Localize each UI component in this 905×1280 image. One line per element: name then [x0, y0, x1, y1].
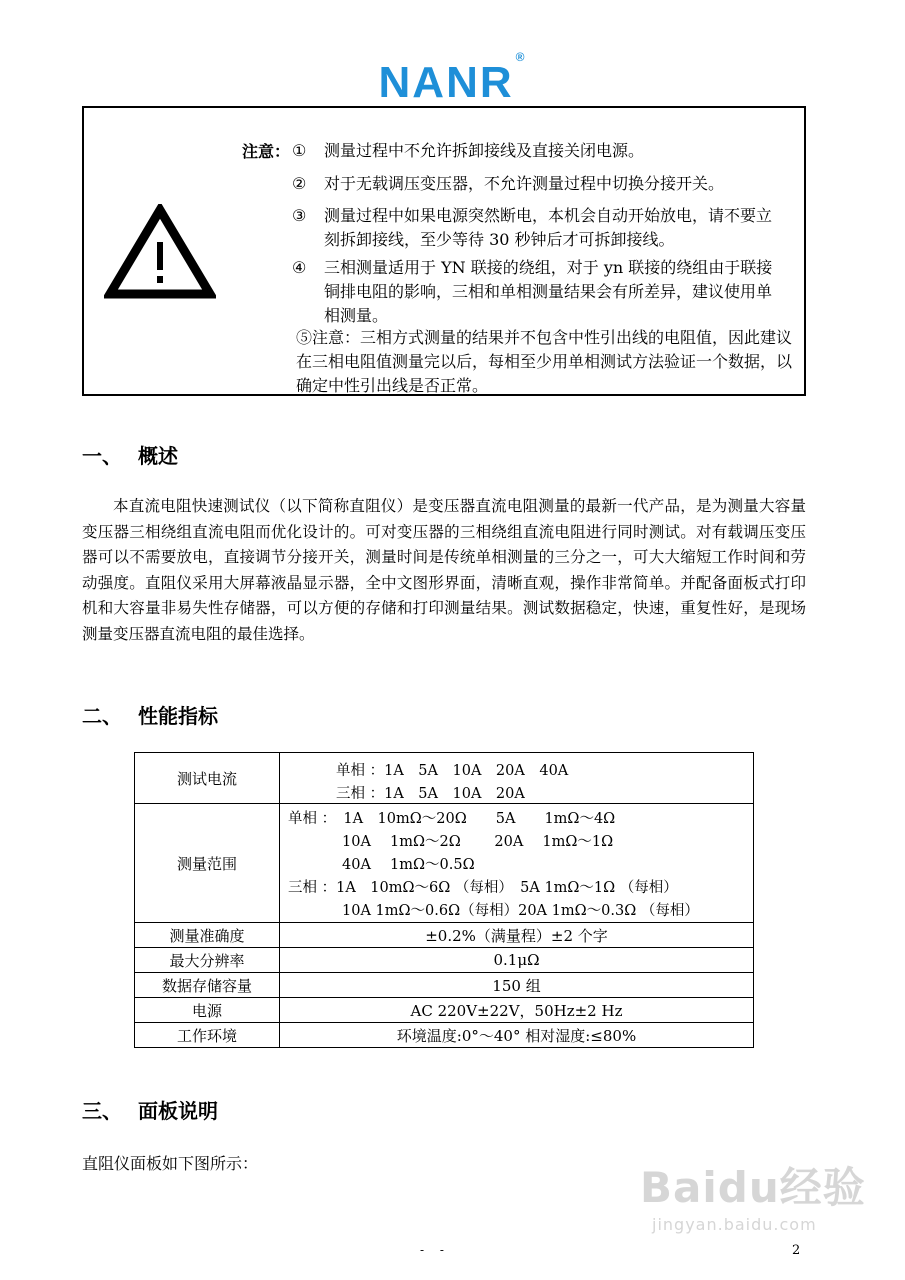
spec-label: 数据存储容量 [135, 973, 280, 998]
notice-label: 注意： [242, 142, 291, 161]
notice-num: ④ [292, 258, 307, 277]
spec-line: 10A 1mΩ～2Ω 20A 1mΩ～1Ω [342, 834, 614, 850]
notice-text: 三相方式测量的结果并不包含中性引出线的电阻值，因此建议在三相电阻值测量完以后，每相至少用单相测试方法验证一个数据，以确定中性引出线是否正常。 [296, 328, 793, 395]
notice-item-1 [292, 139, 802, 163]
notice-text: 测量过程中不允许拆卸接线及直接关闭电源。 [324, 141, 645, 160]
notice-text: 三相测量适用于 YN 联接的绕组，对于 yn 联接的绕组由于联接铜排电阻的影响，三相和单相测量结果会有所差异，建议使用单相测量。 [324, 258, 773, 325]
notice-num: ⑤注意： [296, 328, 361, 347]
baidu-watermark [640, 1155, 866, 1234]
table-row [135, 998, 754, 1023]
panel-intro: 直阻仪面板如下图所示： [82, 1154, 259, 1173]
notice-num: ② [292, 174, 307, 193]
spec-label: 测量准确度 [135, 923, 280, 948]
section-number: 一、 [82, 444, 122, 468]
notice-item-2 [292, 172, 802, 196]
section-heading: 概述 [138, 444, 178, 468]
spec-label: 测量范围 [135, 804, 280, 923]
section-title-specs [82, 700, 218, 729]
spec-value: AC 220V±22V，50Hz±2 Hz [280, 998, 754, 1023]
section-number: 三、 [82, 1099, 122, 1123]
section-number: 二、 [82, 704, 122, 728]
spec-label: 测试电流 [135, 753, 280, 804]
spec-line: 40A 1mΩ～0.5Ω [342, 857, 475, 873]
notice-item-3 [292, 204, 802, 252]
spec-line: 单相 ：1A 5A 10A 20A 40A [336, 763, 569, 779]
section-heading: 面板说明 [138, 1099, 218, 1123]
spec-line: 单相 ： 1A 10mΩ～20Ω 5A 1mΩ～4Ω [288, 811, 616, 827]
spec-table [134, 752, 754, 1048]
footer-dash: - - [420, 1243, 450, 1257]
notice-item-5 [296, 326, 802, 398]
table-row [135, 753, 754, 804]
watermark-brand: Baidu经验 [640, 1163, 866, 1212]
spec-value [280, 753, 754, 804]
section-heading: 性能指标 [138, 704, 218, 728]
table-row [135, 804, 754, 923]
notice-text: 测量过程中如果电源突然断电，本机会自动开始放电，请不要立刻拆卸接线，至少等待 30 秒钟后才可拆卸接线。 [324, 206, 773, 249]
overview-paragraph: 本直流电阻快速测试仪（以下简称直阻仪）是变压器直流电阻测量的最新一代产品，是为测量大容量变压器三相绕组直流电阻而优化设计的。可对变压器的三相绕组直流电阻进行同时测试。对有载调压变压器可以不需要放电，直接调节分接开关，测量时间是传统单相测量的三分之一，可大大缩短工作时间和劳动强度。直阻仪采用大屏幕液晶显示器，全中文图形界面，清晰直观，操作非常简单。并配备面板式打印机和大容量非易失性存储器，可以方便的存储和打印测量结果。测试数据稳定，快速，重复性好，是现场测量变压器直流电阻的最佳选择。 [82, 497, 806, 643]
table-row [135, 973, 754, 998]
spec-label: 工作环境 [135, 1023, 280, 1048]
spec-label: 最大分辨率 [135, 948, 280, 973]
logo-text: NANR [378, 58, 514, 107]
registered-mark: ® [515, 50, 527, 65]
notice-num: ① [292, 141, 307, 160]
page-number: 2 [792, 1243, 801, 1258]
notice-item-4 [292, 256, 802, 328]
spec-value: 环境温度:0°～40° 相对湿度:≤80% [280, 1023, 754, 1048]
notice-text: 对于无载调压变压器，不允许测量过程中切换分接开关。 [324, 174, 725, 193]
watermark-url: jingyan.baidu.com [652, 1215, 817, 1234]
spec-value: 150 组 [280, 973, 754, 998]
spec-value [280, 804, 754, 923]
section-title-overview [82, 440, 178, 469]
notice-num: ③ [292, 206, 307, 225]
table-row [135, 1023, 754, 1048]
spec-value: ±0.2%（满量程）±2 个字 [280, 923, 754, 948]
table-row [135, 948, 754, 973]
spec-line: 三相 ：1A 10mΩ～6Ω （每相） 5A 1mΩ～1Ω （每相） [288, 880, 678, 896]
warning-triangle-icon [104, 204, 216, 300]
table-row [135, 923, 754, 948]
brand-logo [0, 50, 905, 108]
section-title-panel [82, 1095, 218, 1124]
spec-label: 电源 [135, 998, 280, 1023]
spec-line: 三相 ：1A 5A 10A 20A [336, 786, 525, 802]
spec-value: 0.1μΩ [280, 948, 754, 973]
spec-line: 10A 1mΩ～0.6Ω（每相）20A 1mΩ～0.3Ω （每相） [342, 903, 699, 919]
